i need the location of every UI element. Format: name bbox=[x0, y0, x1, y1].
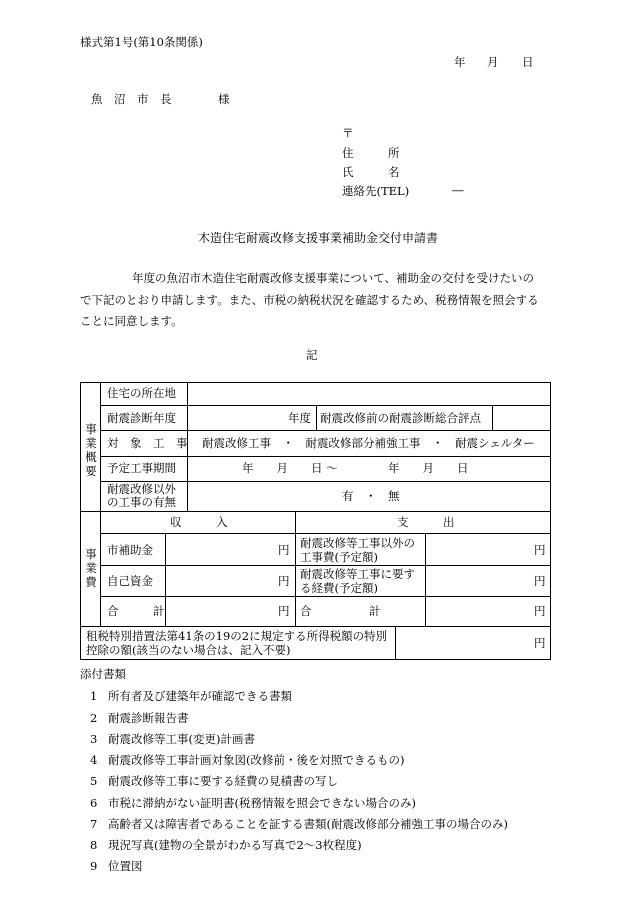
expense-header: 支 出 bbox=[397, 515, 455, 529]
attachment-text: 位置図 bbox=[108, 859, 143, 873]
attachment-item bbox=[90, 688, 292, 704]
yen-other-cost: 円 bbox=[534, 543, 546, 557]
target-work-options: 耐震改修工事 ・ 耐震改修部分補強工事 ・ 耐震シェルター bbox=[202, 436, 535, 450]
attachment-text: 市税に滞納がない証明書(税務情報を照会できない場合のみ) bbox=[108, 796, 416, 810]
row-label-diag-score: 耐震改修前の耐震診断総合評点 bbox=[320, 411, 481, 425]
yen-required-cost: 円 bbox=[534, 574, 546, 588]
other-cost-label-line1: 耐震改修等工事以外の bbox=[300, 536, 415, 550]
yen-tax-deduction: 円 bbox=[534, 636, 546, 650]
attachment-text: 耐震改修等工事計画対象図(改修前・後を対照できるもの) bbox=[108, 753, 405, 767]
attachment-number: 5 bbox=[90, 774, 98, 788]
yen-income-total: 円 bbox=[278, 604, 290, 618]
attachment-number: 7 bbox=[90, 817, 98, 831]
row-label-period: 予定工事期間 bbox=[107, 461, 176, 475]
period-end: 年 月 日 bbox=[388, 461, 469, 475]
attachment-number: 2 bbox=[90, 711, 98, 725]
postal-mark: 〒 bbox=[342, 126, 354, 140]
attachment-item bbox=[90, 858, 143, 874]
body-text-line-1: 年度の魚沼市木造住宅耐震改修支援事業について、補助金の交付を受けたいの bbox=[132, 271, 535, 285]
period-start: 年 月 日 ～ bbox=[242, 461, 338, 475]
date-day: 日 bbox=[522, 55, 534, 69]
attachment-item bbox=[90, 816, 508, 832]
attachment-text: 耐震改修等工事に要する経費の見積書の写し bbox=[108, 774, 338, 788]
attachment-item bbox=[90, 752, 404, 768]
attachment-item bbox=[90, 773, 338, 789]
section-label-overview: 事業概要 bbox=[85, 422, 97, 478]
other-cost-label bbox=[300, 536, 415, 564]
date-month: 月 bbox=[487, 55, 499, 69]
body-text-line-3: ことに同意します。 bbox=[80, 314, 183, 328]
other-work-label-line2: の工事の有無 bbox=[107, 495, 176, 509]
ki-mark: 記 bbox=[306, 348, 318, 362]
attachment-item bbox=[90, 837, 362, 853]
address-label: 住 所 bbox=[342, 146, 400, 160]
attachment-number: 4 bbox=[90, 753, 98, 767]
attachment-text: 耐震改修等工事(変更)計画書 bbox=[108, 732, 255, 746]
attachment-number: 6 bbox=[90, 796, 98, 810]
attachment-item bbox=[90, 795, 416, 811]
tax-deduction-label bbox=[86, 629, 387, 657]
yen-expense-total: 円 bbox=[534, 604, 546, 618]
addressee-city: 魚 沼 市 長 bbox=[91, 92, 172, 106]
addressee-honorific: 様 bbox=[218, 92, 230, 106]
attachment-item bbox=[90, 731, 255, 747]
tax-deduction-label-line1: 租税特別措置法第41条の19の2に規定する所得税額の特別 bbox=[86, 629, 388, 643]
row-label-own-funds: 自己資金 bbox=[107, 574, 153, 588]
required-cost-label-line2: る経費(予定額) bbox=[300, 581, 378, 595]
name-label: 氏 名 bbox=[342, 165, 400, 179]
tax-deduction-label-line2: 控除の額(該当のない場合は、記入不要) bbox=[86, 643, 291, 657]
row-label-target-work: 対 象 工 事 bbox=[107, 436, 188, 450]
yen-own-funds: 円 bbox=[278, 574, 290, 588]
form-number: 様式第1号(第10条関係) bbox=[80, 35, 203, 49]
attachment-text: 耐震診断報告書 bbox=[108, 711, 189, 725]
other-work-value: 有 ・ 無 bbox=[342, 489, 400, 503]
year-suffix: 年度 bbox=[288, 411, 311, 425]
attachment-number: 3 bbox=[90, 732, 98, 746]
income-header: 収 入 bbox=[170, 515, 228, 529]
other-work-label-line1: 耐震改修以外 bbox=[107, 482, 176, 496]
body-text-line-2: で下記のとおり申請します。また、市税の納税状況を確認するため、税務情報を照会する bbox=[80, 293, 539, 307]
row-label-other-work bbox=[107, 483, 176, 509]
yen-subsidy: 円 bbox=[278, 543, 290, 557]
row-label-subsidy: 市補助金 bbox=[107, 543, 153, 557]
required-cost-label-line1: 耐震改修等工事に要す bbox=[300, 567, 415, 581]
section-label-cost: 事業費 bbox=[85, 547, 97, 589]
row-label-income-total: 合 計 bbox=[107, 604, 165, 618]
application-table bbox=[80, 382, 551, 660]
other-cost-label-line2: 工事費(予定額) bbox=[300, 550, 378, 564]
row-label-address: 住宅の所在地 bbox=[107, 386, 176, 400]
contact-label: 連絡先(TEL) bbox=[342, 184, 410, 198]
attachment-text: 所有者及び建築年が確認できる書類 bbox=[108, 689, 292, 703]
attachment-number: 8 bbox=[90, 838, 98, 852]
row-label-expense-total: 合 計 bbox=[300, 604, 381, 618]
attachments-header: 添付書類 bbox=[80, 667, 126, 681]
attachment-text: 高齢者又は障害者であることを証する書類(耐震改修部分補強工事の場合のみ) bbox=[108, 817, 508, 831]
date-year: 年 bbox=[454, 55, 466, 69]
attachment-text: 現況写真(建物の全景がわかる写真で2～3枚程度) bbox=[108, 838, 362, 852]
attachment-item bbox=[90, 710, 189, 726]
row-label-diag-year: 耐震診断年度 bbox=[107, 411, 176, 425]
contact-dash: ― bbox=[452, 183, 464, 197]
document-title: 木造住宅耐震改修支援事業補助金交付申請書 bbox=[198, 231, 439, 245]
required-cost-label bbox=[300, 567, 415, 595]
attachment-number: 9 bbox=[90, 859, 98, 873]
attachment-number: 1 bbox=[90, 689, 98, 703]
